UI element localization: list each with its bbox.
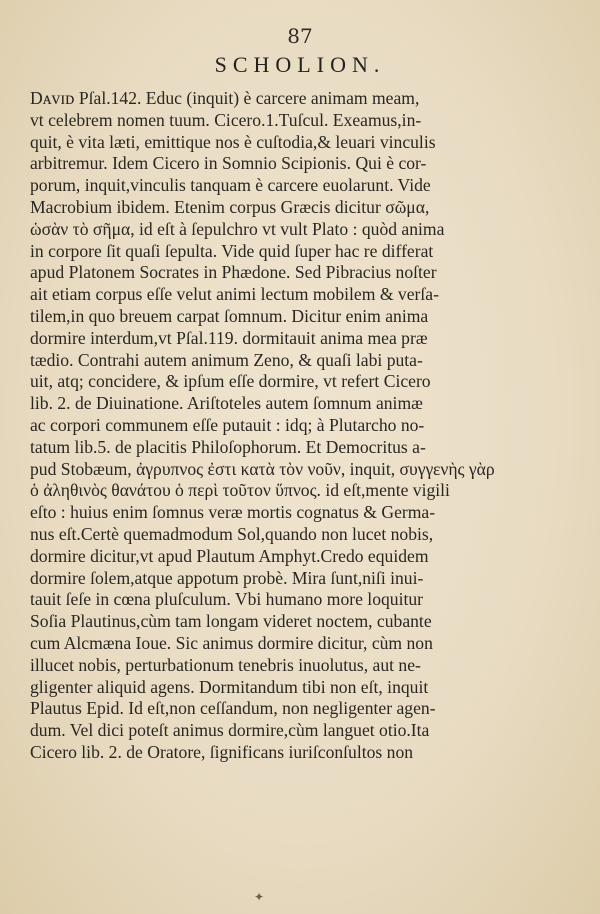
- text-line: tædio. Contrahi autem animum Zeno, & quaſi labi puta-: [30, 349, 423, 370]
- text-line: porum, inquit,vinculis tanquam è carcere euolarunt. Vide: [30, 175, 431, 196]
- text-line: cum Alcmæna Ioue. Sic animus dormire dicitur, cùm non: [30, 632, 433, 653]
- text-line: tilem,in quo breuem carpat ſomnum. Dicitur enim anima: [30, 305, 429, 326]
- text-line: dormire interdum,vt Pſal.119. dormitauit anima mea præ: [30, 327, 428, 348]
- text-line: uit, atq; concidere, & ipſum eſſe dormire, vt refert Cicero: [30, 371, 431, 392]
- text-line: ὁ ἀληθινὸς θανάτου ὁ περὶ τοῦτον ὕπνος. id eſt,mente vigili: [30, 480, 450, 501]
- section-heading: SCHOLION.: [214, 52, 386, 77]
- text-line: Soſia Plautinus,cùm tam longam videret noctem, cubante: [30, 611, 432, 632]
- text-line: dormire dicitur,vt apud Plautum Amphyt.Credo equidem: [30, 545, 429, 566]
- text-line: quit, è vita læti, emittique nos è cuſtodia,& leuari vinculis: [30, 131, 436, 152]
- text-line: Dᴀᴠɪᴅ Pſal.142. Educ (inquit) è carcere animam meam,: [30, 88, 420, 108]
- text-line: pud Stobæum, ἀγρυπνος ἐστι κατὰ τὸν νοῦν, inquit, συγγενὴς γὰρ: [30, 458, 495, 479]
- body-text: [30, 88, 520, 764]
- text-line: dormire ſolem,atque appotum probè. Mira ſunt,niſi inui-: [30, 567, 424, 588]
- text-line: ait etiam corpus eſſe velut animi lectum mobilem & verſa-: [30, 284, 439, 305]
- text-line: in corpore ſit quaſi ſepulta. Vide quid ſuper hac re differat: [30, 240, 434, 261]
- text-line: eſto : huius enim ſomnus veræ mortis cognatus & Germa-: [30, 502, 436, 523]
- text-line: apud Platonem Socrates in Phædone. Sed Pibracius noſter: [30, 262, 437, 283]
- text-line: arbitremur. Idem Cicero in Somnio Scipionis. Qui è cor-: [30, 153, 427, 174]
- text-line: illucet nobis, perturbationum tenebris inuolutus, aut ne-: [30, 654, 421, 675]
- text-line: gligenter aliquid agens. Dormitandum tibi non eſt, inquit: [30, 676, 429, 697]
- text-line: Cicero lib. 2. de Oratore, ſignificans iuriſconſultos non: [30, 741, 414, 762]
- ornament-mark-icon: ✦: [254, 890, 265, 904]
- text-line: dum. Vel dici poteſt animus dormire,cùm languet otio.Ita: [30, 720, 430, 741]
- text-line: lib. 2. de Diuinatione. Ariſtoteles autem ſomnum animæ: [30, 393, 423, 414]
- text-line: Macrobium ibidem. Etenim corpus Græcis dicitur σῶμα,: [30, 196, 430, 217]
- text-line: vt celebrem nomen tuum. Cicero.1.Tuſcul. Exeamus,in-: [30, 109, 422, 130]
- text-line: Plautus Epid. Id eſt,non ceſſandum, non negligenter agen-: [30, 698, 436, 719]
- page-number: 87: [287, 24, 313, 48]
- text-line: nus eſt.Certè quemadmodum Sol,quando non lucet nobis,: [30, 523, 434, 544]
- text-line: tatum lib.5. de placitis Philoſophorum. Et Democritus a-: [30, 436, 426, 457]
- text-line: ac corpori communem eſſe putauit : idq; à Plutarcho no-: [30, 414, 425, 435]
- text-line: tauit ſeſe in cœna pluſculum. Vbi humano more loquitur: [30, 589, 424, 610]
- text-line: ὡσὰν τὸ σῆμα, id eſt à ſepulchro vt vult Plato : quòd anima: [30, 218, 445, 239]
